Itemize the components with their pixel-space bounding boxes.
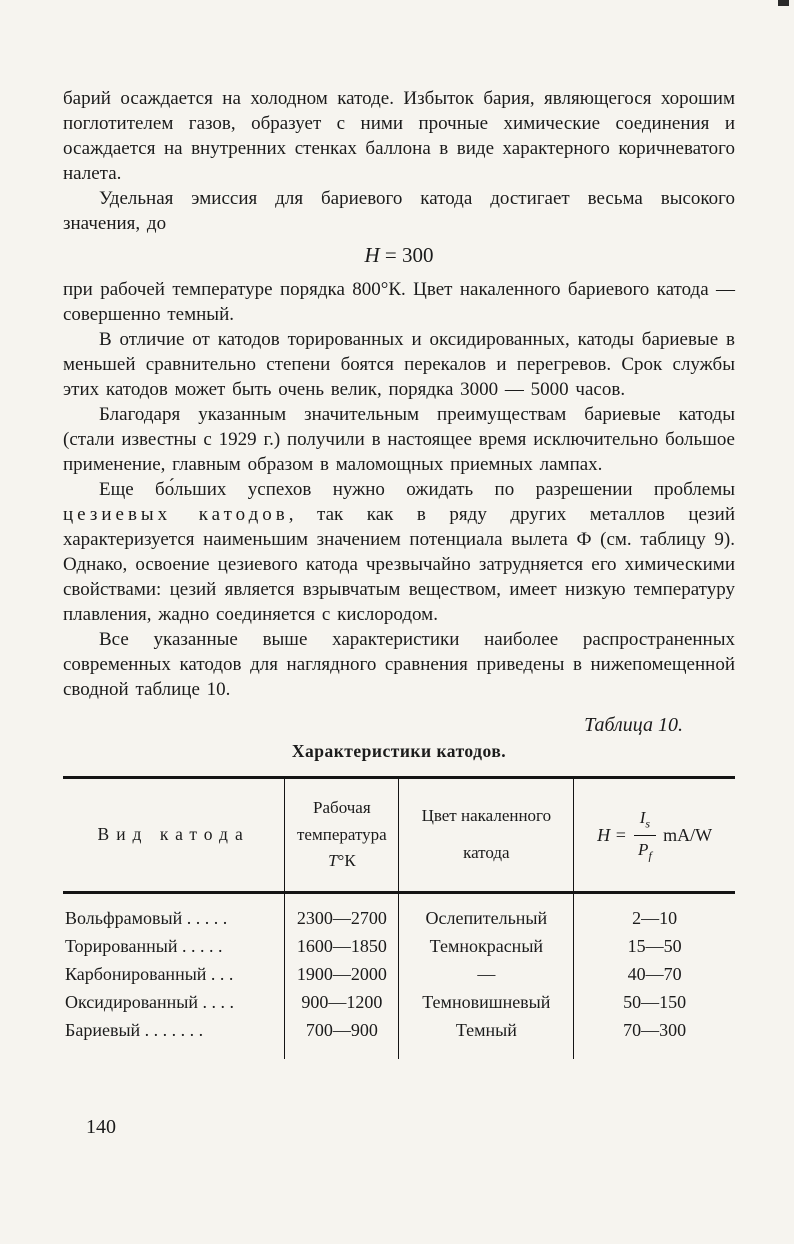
paragraph-summary: Все указанные выше характеристики наиболее распространенных современных катодов для наглядного сравнения приведены в нижепомещенной сводной таблице 10. [63,629,735,700]
table-row-oxide [63,988,735,1016]
header-label-line: температура [297,824,387,844]
table-row-barium [63,1016,735,1059]
cell-temperature: 700—900 [285,1016,399,1059]
cell-cathode-kind: Торированный . . . . . [63,932,285,960]
text-run: , так как в ряду других металлов цезий характеризуется наименьшим значением потенциала вылета Ф (см. таблицу 9). Однако, освоение цезиевого катода чрезвычайно затрудняется его химическими свойствами: цезий является взрывчатым веществом, имеет низкую температуру плавления, жадно соединяется с кислородом. [63,504,735,625]
paragraph-emission: Удельная эмиссия для бариевого катода достигает весьма высокого значения, до [63,188,735,234]
formula-fraction [634,806,656,865]
table-header-glow-color [399,778,574,893]
table-caption: Таблица 10. [584,714,683,736]
paragraph-cesium-cathodes [63,477,735,627]
table-header-efficiency-formula [574,778,735,893]
cell-cathode-kind: Карбонированный . . . [63,960,285,988]
cell-glow-color: Темновишневый [399,988,574,1016]
table-header-cathode-kind [63,778,285,893]
table-header-working-temperature [285,778,399,893]
table-row-tungsten [63,893,735,933]
header-label-line: катода [463,843,510,862]
cell-efficiency: 15—50 [627,936,682,956]
header-label-line: Цвет накаленного [421,806,552,826]
table-header-row [63,778,735,893]
scan-artifact [778,0,789,6]
cell-cathode-kind: Вольфрамовый . . . . . [63,893,285,933]
cell-temperature: 1600—1850 [285,932,399,960]
cell-cathode-kind: Бариевый . . . . . . . [63,1016,285,1059]
paragraph-working-temperature: при рабочей температуре порядка 800°К. Цвет накаленного бариевого катода — совершенно темный. [63,279,735,325]
paragraph-barium-deposit: барий осаждается на холодном катоде. Избыток бария, являющегося хорошим поглотителем газов, образует с ними прочные химические соединения и осаждается на внутренних стенках баллона в виде характерного коричневатого налета. [63,88,735,184]
text-run: Еще бо́льших успехов нужно ожидать по разрешении проблемы [99,479,735,500]
page-number: 140 [86,1116,116,1138]
cell-efficiency: 2—10 [632,908,678,928]
formula-variable: H [364,243,380,267]
header-label-line: Рабочая [313,798,371,818]
cell-efficiency: 50—150 [623,992,687,1012]
fraction-numerator: $I_s$ [634,806,656,836]
cell-glow-color: Темнокрасный [399,932,574,960]
formula-value: = 300 [379,243,434,267]
cathode-characteristics-table [63,776,735,1059]
efficiency-formula [597,806,712,865]
table-row-carbonized [63,960,735,988]
cell-efficiency: 70—300 [623,1020,687,1040]
paragraph-service-life: В отличие от катодов торированных и оксидированных, катоды бариевые в меньшей сравнительно степени боятся перекалов и перегревов. Срок службы этих катодов может быть очень велик, порядка 3000 — 5000 часов. [63,329,735,400]
table-row-thoriated [63,932,735,960]
text-run-letterspaced: цезиевых катодов [63,504,289,525]
header-label: Вид катода [97,824,250,845]
cell-efficiency: 40—70 [627,964,682,984]
cell-glow-color: — [399,960,574,988]
cell-temperature: 2300—2700 [285,893,399,933]
formula-lhs: H = [597,824,627,845]
cell-temperature: 900—1200 [285,988,399,1016]
cell-cathode-kind: Оксидированный . . . . [63,988,285,1016]
formula-unit: mA/W [663,824,713,845]
header-temperature-symbol: Т°К [328,851,356,871]
fraction-denominator: $P_f$ [638,839,652,862]
emission-formula [63,243,735,268]
cell-glow-color: Темный [399,1016,574,1059]
paragraph-advantages: Благодаря указанным значительным преимуществам бариевые катоды (стали известны с 1929 г.) получили в настоящее время исключительно большое применение, главным образом в маломощных приемных лампах. [63,404,735,475]
table-title: Характеристики катодов. [291,741,507,761]
cell-glow-color: Ослепительный [399,893,574,933]
cell-temperature: 1900—2000 [285,960,399,988]
